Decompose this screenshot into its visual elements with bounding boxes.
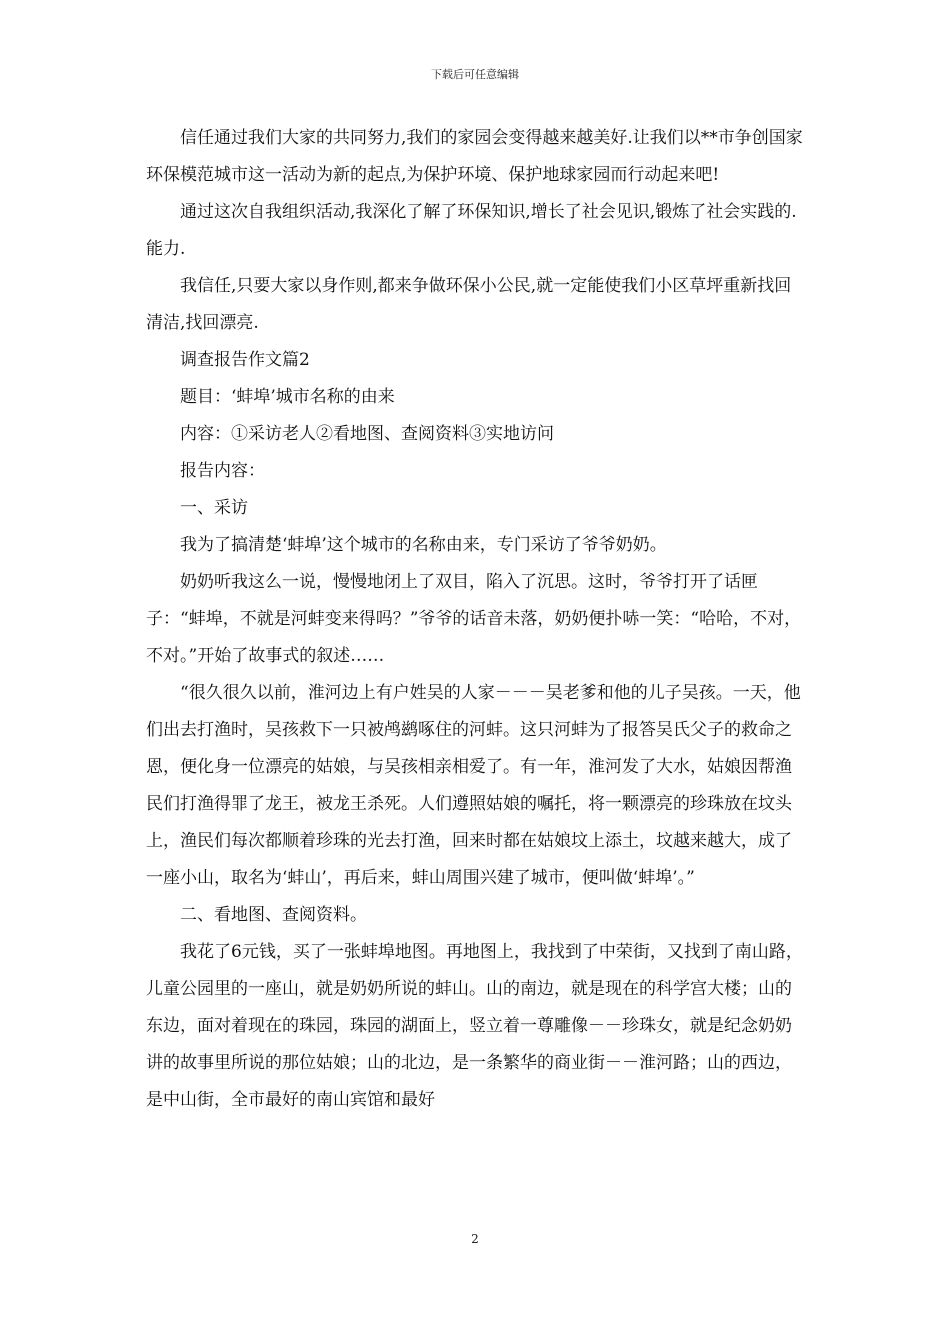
paragraph: 通过这次自我组织活动,我深化了解了环保知识,增长了社会见识,锻炼了社会实践的.能力. — [146, 202, 797, 259]
page-header: 下载后可任意编辑 — [431, 68, 519, 81]
paragraph: 信任通过我们大家的共同努力,我们的家园会变得越来越美好.让我们以**市争创国家环保模范城市这一活动为新的起点,为保护环境、保护地球家园而行动起来吧! — [146, 128, 803, 185]
paragraph: “很久很久以前，淮河边上有户姓吴的人家－－－吴老爹和他的儿子吴孩。一天，他们出去打渔时，吴孩救下一只被鸬鹚啄住的河蚌。这只河蚌为了报答吴氏父子的救命之恩，便化身一位漂亮的姑娘，与吴孩相亲相爱了。有一年，淮河发了大水，姑娘因帮渔民们打渔得罪了龙王，被龙王杀死。人们遵照姑娘的嘱托，将一颗漂亮的珍珠放在坟头上，渔民们每次都顺着珍珠的光去打渔，回来时都在姑娘坟上添土，坟越来越大，成了一座小山，取名为‘蚌山’，再后来，蚌山周围兴建了城市，便叫做‘蚌埠’。” — [146, 683, 801, 888]
paragraph: 我信任,只要大家以身作则,都来争做环保小公民,就一定能使我们小区草坪重新找回清洁,找回漂亮. — [146, 276, 792, 333]
paragraph: 我为了搞清楚‘蚌埠’这个城市的名称由来，专门采访了爷爷奶奶。 — [180, 535, 667, 555]
section-heading: 二、看地图、查阅资料。 — [180, 905, 367, 925]
paragraph: 内容：①采访老人②看地图、查阅资料③实地访问 — [180, 424, 554, 444]
paragraph: 我花了6元钱，买了一张蚌埠地图。再地图上，我找到了中荣街，又找到了南山路，儿童公园里的一座山，就是奶奶所说的蚌山。山的南边，就是现在的科学宫大楼；山的东边，面对着现在的珠园，珠园的湖面上，竖立着一尊雕像－－珍珠女，就是纪念奶奶讲的故事里所说的那位姑娘；山的北边，是一条繁华的商业街－－淮河路；山的西边，是中山街，全市最好的南山宾馆和最好 — [146, 942, 803, 1110]
paragraph: 奶奶听我这么一说，慢慢地闭上了双目，陷入了沉思。这时，爷爷打开了话匣子：“蚌埠，不就是河蚌变来得吗？”爷爷的话音未落，奶奶便扑哧一笑：“哈哈，不对，不对。”开始了故事式的叙述…… — [146, 572, 802, 666]
section-heading: 调查报告作文篇2 — [180, 350, 310, 370]
page-number: 2 — [471, 1232, 479, 1246]
document-body — [146, 120, 806, 1119]
section-heading: 一、采访 — [180, 498, 248, 518]
paragraph: 报告内容： — [180, 461, 265, 481]
paragraph: 题目：‘蚌埠’城市名称的由来 — [180, 387, 395, 407]
